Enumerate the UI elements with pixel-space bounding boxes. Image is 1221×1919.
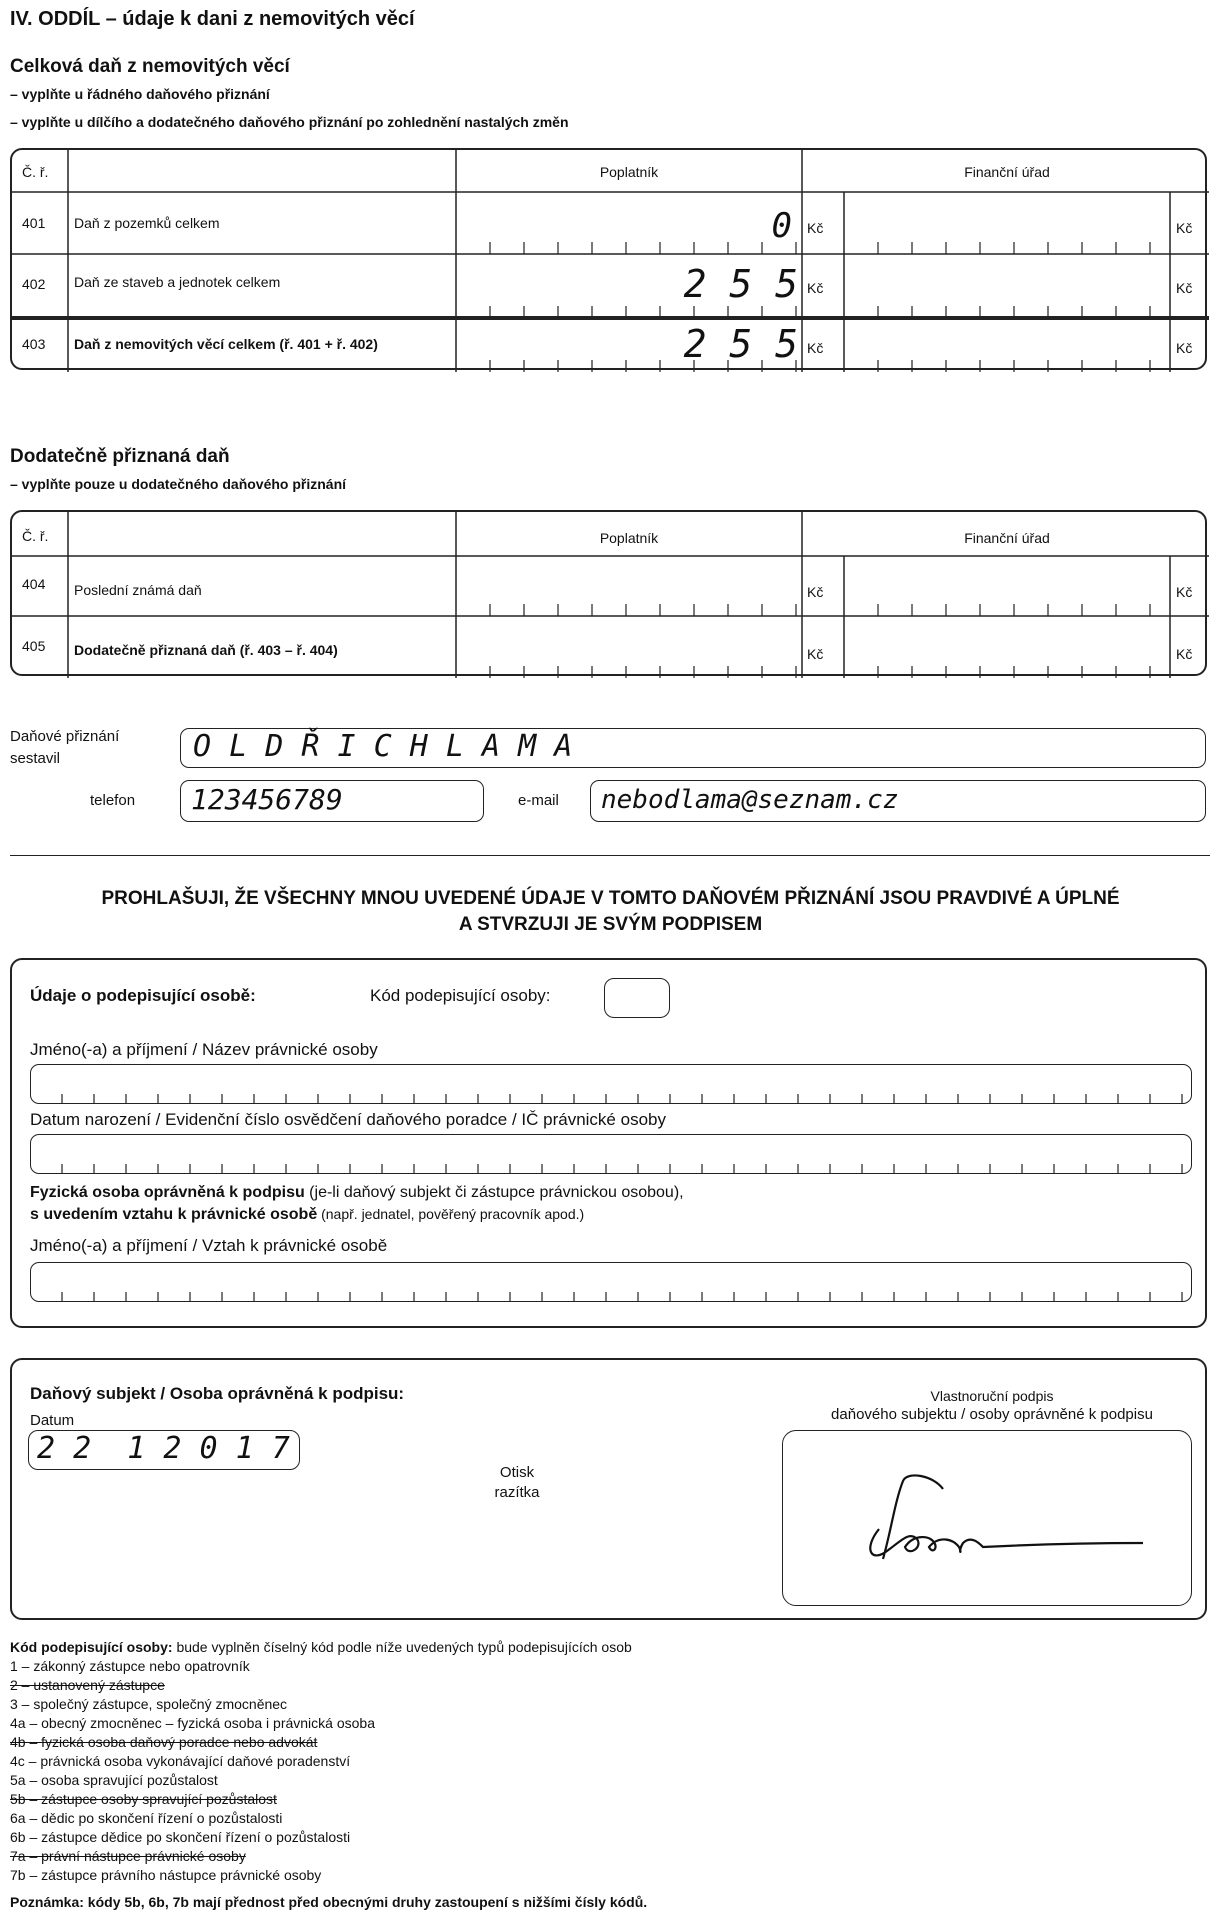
signer-dob-label: Datum narození / Evidenční číslo osvědčení daňového poradce / IČ právnické osoby (30, 1110, 666, 1129)
code-item: 6b – zástupce dědice po skončení řízení o pozůstalosti (10, 1829, 351, 1845)
code-item: 3 – společný zástupce, společný zmocněnec (10, 1696, 288, 1712)
codes-note: Poznámka: kódy 5b, 6b, 7b mají přednost před obecnými druhy zastoupení s nižšími čísly kódů. (10, 1894, 648, 1910)
signer-title: Údaje o podepisující osobě: (30, 986, 256, 1005)
row-402-label: Daň ze staveb a jednotek celkem (74, 274, 281, 290)
col-office: Finanční úřad (964, 164, 1050, 180)
sig-label-2: daňového subjektu / osoby oprávněné k podpisu (831, 1406, 1153, 1423)
total-note-2: – vyplňte u dílčího a dodatečného daňového přiznání po zohlednění nastalých změn (10, 114, 569, 130)
phys-rest: (je-li daňový subjekt či zástupce právnickou osobou), (304, 1184, 684, 1201)
stamp-label-2: razítka (494, 1484, 540, 1501)
date-label: Datum (30, 1412, 75, 1429)
row-402-value[interactable]: 2 5 5 (683, 262, 798, 306)
codes-intro-rest: bude vyplněn číselný kód podle níže uvedených typů podepisujících osob (172, 1639, 632, 1655)
rel-bold: s uvedením vztahu k právnické osobě (30, 1206, 318, 1223)
code-item: 4c – právnická osoba vykonávající daňové poradenství (10, 1753, 351, 1769)
row-401-currency: Kč (807, 220, 824, 236)
phone-field[interactable] (180, 780, 484, 822)
row-404-office-currency: Kč (1176, 584, 1193, 600)
row-404-currency: Kč (807, 584, 824, 600)
additional-note: – vyplňte pouze u dodatečného daňového přiznání (10, 476, 347, 492)
codes-intro-bold: Kód podepisující osoby: (10, 1639, 173, 1655)
col-payer: Poplatník (599, 164, 659, 180)
row-401-value[interactable]: 0 (771, 206, 792, 246)
compiled-name-field[interactable] (180, 728, 1206, 768)
sig-label-1: Vlastnoruční podpis (930, 1388, 1054, 1404)
signer-code-label: Kód podepisující osoby: (370, 986, 551, 1005)
codes-intro (10, 1638, 632, 1657)
rel-label: Jméno(-a) a příjmení / Vztah k právnické osobě (30, 1236, 388, 1255)
row-403-currency: Kč (807, 340, 824, 356)
rel-rest: (např. jednatel, pověřený pracovník apod.) (317, 1206, 585, 1222)
total-note-1: – vyplňte u řádného daňového přiznání (10, 86, 270, 102)
col-no: Č. ř. (22, 164, 49, 180)
code-item: 4b – fyzická osoba daňový poradce nebo advokát (10, 1734, 318, 1750)
divider (10, 855, 1210, 856)
code-item: 5b – zástupce osoby spravující pozůstalost (10, 1791, 277, 1807)
row-403-value[interactable]: 2 5 5 (683, 322, 798, 366)
phone-label: telefon (90, 792, 136, 809)
declaration-line-1: PROHLAŠUJI, ŽE VŠECHNY MNOU UVEDENÉ ÚDAJE V TOMTO DAŇOVÉM PŘIZNÁNÍ JSOU PRAVDIVÉ A ÚPLNÉ (101, 888, 1120, 909)
email-field[interactable] (590, 780, 1206, 822)
total-table (10, 148, 1207, 370)
row-402-office-currency: Kč (1176, 280, 1193, 296)
signature-title: Daňový subjekt / Osoba oprávněná k podpisu: (30, 1384, 405, 1403)
code-item: 6a – dědic po skončení řízení o pozůstalosti (10, 1810, 283, 1826)
phys-bold: Fyzická osoba oprávněná k podpisu (30, 1184, 305, 1201)
code-item: 4a – obecný zmocněnec – fyzická osoba i právnická osoba (10, 1715, 375, 1731)
row-403-office-currency: Kč (1176, 340, 1193, 356)
additional-heading: Dodatečně přiznaná daň (10, 446, 230, 467)
date-field[interactable] (28, 1430, 300, 1470)
declaration-line-2: A STVRZUJI JE SVÝM PODPISEM (458, 914, 763, 935)
add-col-office: Finanční úřad (964, 530, 1050, 546)
compiled-name-value: O L D Ř I C H L A M A (193, 729, 573, 764)
code-item: 1 – zákonný zástupce nebo opatrovník (10, 1658, 250, 1674)
code-item: 7b – zástupce právního nástupce právnické osoby (10, 1867, 322, 1883)
row-402-no: 402 (22, 276, 46, 292)
row-405-label: Dodatečně přiznaná daň (ř. 403 – ř. 404) (74, 642, 338, 658)
row-401-office-currency: Kč (1176, 220, 1193, 236)
add-col-payer: Poplatník (599, 530, 659, 546)
row-401-no: 401 (22, 215, 46, 231)
add-col-no: Č. ř. (22, 528, 49, 544)
code-item: 5a – osoba spravující pozůstalost (10, 1772, 218, 1788)
row-402-currency: Kč (807, 280, 824, 296)
section-title: IV. ODDÍL – údaje k dani z nemovitých věcí (10, 8, 415, 30)
additional-table (10, 510, 1207, 676)
handwritten-signature-icon (783, 1431, 1193, 1607)
compiled-label-1: Daňové přiznání (10, 728, 120, 745)
row-403-no: 403 (22, 336, 46, 352)
signer-name-label: Jméno(-a) a příjmení / Název právnické osoby (30, 1040, 378, 1059)
row-405-no: 405 (22, 638, 46, 654)
codes-list (10, 1657, 375, 1885)
signature-field[interactable] (782, 1430, 1192, 1606)
code-item: 2 – ustanovený zástupce (10, 1677, 165, 1693)
row-405-currency: Kč (807, 646, 824, 662)
stamp-label-1: Otisk (499, 1464, 535, 1481)
email-value: nebodlama@seznam.cz (601, 785, 899, 815)
signer-box (10, 958, 1207, 1328)
total-heading: Celková daň z nemovitých věcí (10, 56, 290, 77)
row-404-no: 404 (22, 576, 46, 592)
email-label: e-mail (518, 792, 559, 809)
code-item: 7a – právní nástupce právnické osoby (10, 1848, 246, 1864)
compiled-label-2: sestavil (10, 750, 61, 767)
row-404-label: Poslední známá daň (74, 582, 202, 598)
signature-box (10, 1358, 1207, 1620)
row-401-label: Daň z pozemků celkem (74, 215, 220, 231)
date-value: 2 2 1 2 0 1 7 (37, 1431, 290, 1466)
row-405-office-currency: Kč (1176, 646, 1193, 662)
phone-value: 123456789 (191, 783, 343, 816)
row-403-label: Daň z nemovitých věcí celkem (ř. 401 + ř. 402) (74, 336, 378, 352)
